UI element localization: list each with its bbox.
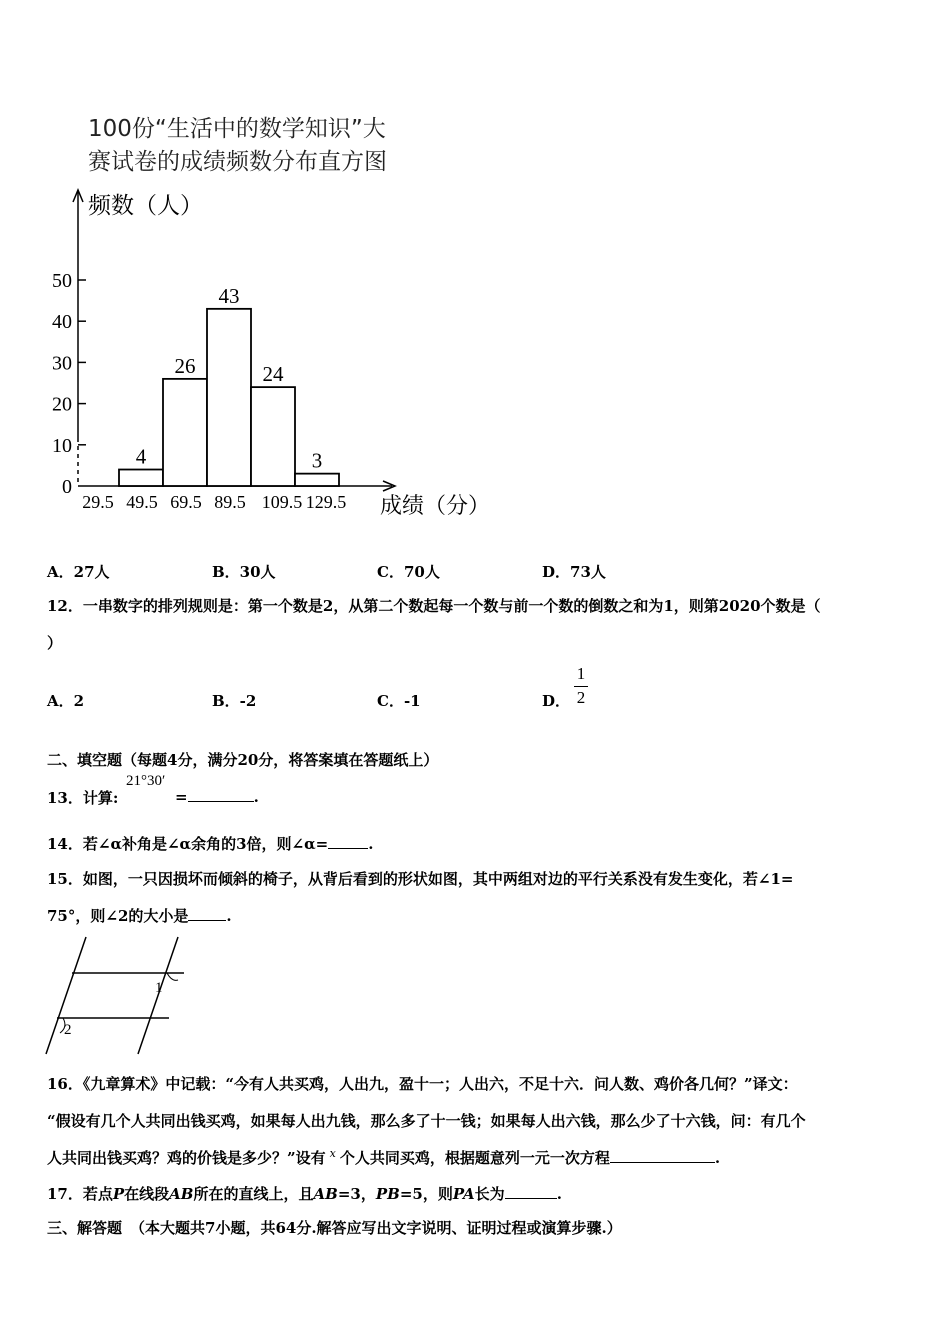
section-3-heading <box>47 1217 622 1238</box>
x-axis-label: 成绩（分） <box>380 494 491 519</box>
q17-text-5: =5，则 <box>399 1185 453 1203</box>
y-tick-label: 20 <box>52 393 72 416</box>
q15-text-line-1: 15．如图，一只因损坏而倾斜的椅子，从背后看到的形状如图，其中两组对边的平行关系没有发生变化，若∠1= <box>47 870 794 888</box>
y-tick-label: 0 <box>62 476 72 498</box>
histogram-bar <box>163 379 207 486</box>
q16-text-line-3b: 个人共同买鸡，根据题意列一元一次方程 <box>339 1149 610 1167</box>
q17-answer-blank[interactable] <box>505 1184 557 1199</box>
q17-text-3: 所在的直线上，且 <box>193 1185 314 1203</box>
q14-answer-blank[interactable] <box>328 834 368 849</box>
q16-text-line-2: “假设有几个人共同出钱买鸡，如果每人出九钱，那么多了十一钱；如果每人出六钱，那么少了十六钱，问：有几个 <box>47 1112 806 1130</box>
histogram-chart <box>0 180 560 540</box>
q16-variable-x: x <box>329 1147 336 1160</box>
q11-option-c: C．70人 <box>377 563 440 581</box>
bar-value-label: 4 <box>135 444 147 469</box>
q17-segment-ab: AB <box>169 1185 194 1203</box>
q16-text-line-3 <box>47 1147 720 1168</box>
bar-value-label: 3 <box>311 448 323 473</box>
chart-title-line-1: 100份“生活中的数学知识”大 <box>88 116 386 142</box>
q12-fraction-numerator: 1 <box>576 664 586 683</box>
x-tick-label: 29.5 <box>82 492 114 512</box>
q13-label: 13．计算: <box>47 789 119 807</box>
q13-answer-line <box>175 787 259 806</box>
histogram-bar <box>295 474 339 486</box>
q17-ab-length-label: AB <box>313 1185 338 1203</box>
q15-text-line-2-wrap <box>47 905 232 926</box>
q13-answer-blank[interactable] <box>188 787 254 802</box>
q12-fraction-denominator: 2 <box>576 688 586 707</box>
bar-value-label: 24 <box>262 362 284 387</box>
section-3-head: 三、解答题 <box>47 1219 123 1237</box>
q16-text-line-1: 16．《九章算术》中记载：“今有人共买鸡，人出九，盈十一；人出六，不足十六．问人数、鸡价各几何？”译文： <box>47 1075 798 1093</box>
q11-option-a: A．27人 <box>47 563 110 581</box>
bar-value-label: 26 <box>174 353 196 378</box>
angle-1-label: 1 <box>155 980 163 996</box>
q14-text: 14．若∠α补角是∠α余角的3倍，则∠α= <box>47 835 329 853</box>
q13-equals: = <box>175 788 188 806</box>
y-tick-label: 10 <box>52 434 72 457</box>
q16-text-line-3a: 人共同出钱买鸡？鸡的价钱是多少？”设有 <box>47 1149 326 1167</box>
q16-answer-blank[interactable] <box>610 1148 715 1163</box>
section-2-heading: 二、填空题（每题4分，满分20分，将答案填在答题纸上） <box>47 751 439 769</box>
q11-option-d: D．73人 <box>542 563 606 581</box>
q13-expression: 21°30′ <box>126 773 166 789</box>
q17-question <box>47 1183 562 1204</box>
y-tick-label: 40 <box>52 311 72 334</box>
x-tick-label: 89.5 <box>214 492 246 512</box>
q16-end: . <box>714 1149 721 1167</box>
angle-2-label: 2 <box>64 1022 72 1038</box>
x-tick-label: 69.5 <box>170 492 202 512</box>
q14-question <box>47 833 373 854</box>
q15-end: . <box>226 907 232 925</box>
q17-text-6: 长为 <box>474 1185 505 1203</box>
q13-end: . <box>253 788 259 806</box>
q11-option-b: B．30人 <box>212 563 276 581</box>
q12-option-d: D． <box>542 692 571 710</box>
q17-text-4: =3， <box>337 1185 376 1203</box>
q15-answer-blank[interactable] <box>188 906 226 921</box>
x-tick-label: 49.5 <box>126 492 158 512</box>
y-tick-label: 50 <box>52 270 72 292</box>
q12-option-b: B．-2 <box>212 692 257 710</box>
x-tick-label: 109.5 <box>261 492 303 512</box>
q12-fraction-bar <box>574 686 588 687</box>
q14-end: . <box>368 835 374 853</box>
q17-text-2: 在线段 <box>124 1185 170 1203</box>
bar-value-label: 43 <box>218 283 240 308</box>
q17-end: . <box>556 1185 562 1203</box>
q12-text-line-1: 12．一串数字的排列规则是：第一个数是2，从第二个数起每一个数与前一个数的倒数之和为1，则第2020个数是（ <box>47 597 821 615</box>
q17-pa-label: PA <box>452 1185 475 1203</box>
section-3-note: （本大题共7小题，共64分.解答应写出文字说明、证明过程或演算步骤.） <box>130 1219 622 1237</box>
q17-pb-label: PB <box>375 1185 400 1203</box>
histogram-bar <box>207 309 251 486</box>
y-tick-label: 30 <box>52 352 72 375</box>
q17-text-1: 17．若点 <box>47 1185 113 1203</box>
chair-figure <box>38 932 188 1062</box>
y-axis-label: 频数（人） <box>88 193 203 219</box>
histogram-bar <box>251 387 295 486</box>
q12-option-c: C．-1 <box>377 692 421 710</box>
x-tick-label: 129.5 <box>305 492 347 512</box>
q17-point-p: P <box>112 1185 125 1203</box>
chart-title-line-2: 赛试卷的成绩频数分布直方图 <box>88 149 387 175</box>
q12-text-line-2: ） <box>47 634 63 652</box>
q15-text-line-2: 75°，则∠2的大小是 <box>47 907 189 925</box>
histogram-bar <box>119 470 163 486</box>
q12-option-a: A．2 <box>47 692 85 710</box>
